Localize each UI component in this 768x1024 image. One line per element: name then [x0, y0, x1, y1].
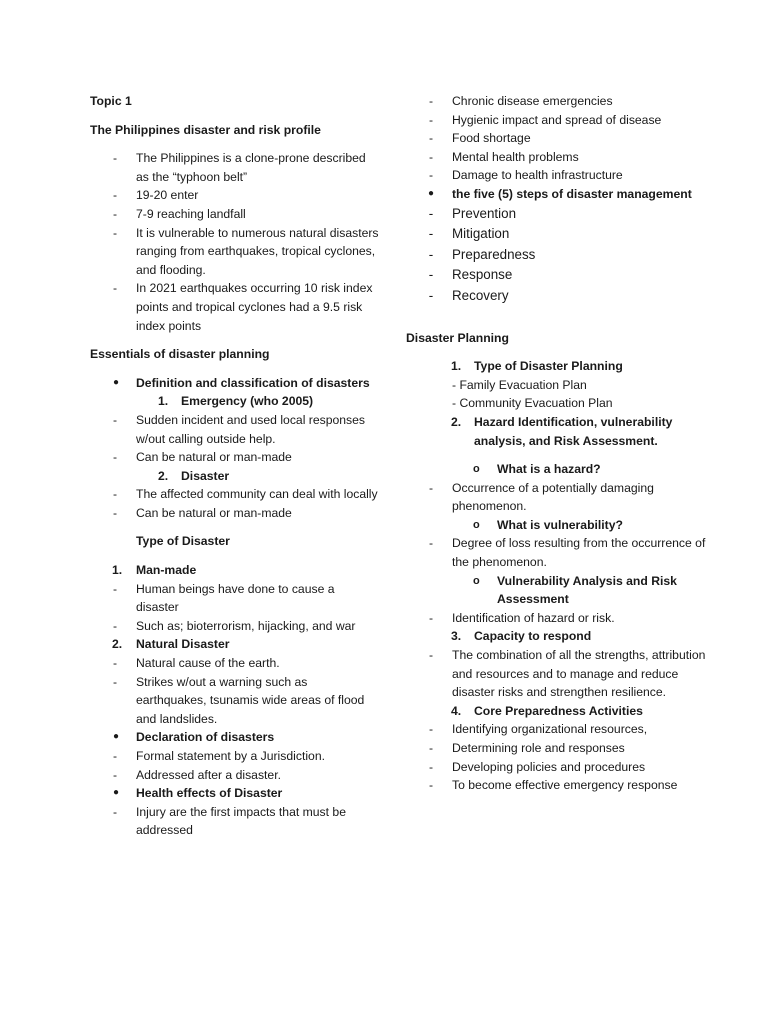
list-item: - Can be natural or man-made — [112, 505, 292, 520]
list-item: - Hygienic impact and spread of disease — [428, 112, 662, 127]
bullet-icon: ● — [113, 376, 120, 388]
bullet-item-definition: ● Definition and classification of disasters — [90, 374, 380, 393]
list-item: - It is vulnerable to numerous natural disasters ranging from earthquakes, tropical cyclones, and flooding. — [112, 225, 379, 277]
left-column — [90, 92, 380, 840]
list-item: - Sudden incident and used local responses w/out calling outside help. — [112, 412, 366, 446]
bullet-icon: ● — [113, 731, 120, 743]
numbered-item-capacity: 3. Capacity to respond — [451, 629, 592, 644]
list-item: - Identification of hazard or risk. — [428, 610, 615, 625]
list-item: - Injury are the first impacts that must be addressed — [112, 804, 346, 838]
list-item: - 7-9 reaching landfall — [112, 206, 246, 221]
bullet-item-five-steps: ● the five (5) steps of disaster management — [406, 185, 706, 204]
numbered-item-core: 4. Core Preparedness Activities — [451, 703, 643, 718]
list-item: - Strikes w/out a warning such as earthquakes, tsunamis wide areas of flood and landslides. — [112, 674, 365, 726]
plan-line: - Family Evacuation Plan — [452, 377, 587, 392]
list-item: - Preparedness — [428, 246, 536, 262]
numbered-item-manmade: 1. Man-made — [112, 563, 197, 578]
list-item: - Human beings have done to cause a disaster — [112, 581, 335, 615]
section-heading-essentials: Essentials of disaster planning — [90, 347, 270, 362]
numbered-item-type-planning: 1. Type of Disaster Planning — [451, 359, 623, 374]
list-item: - Degree of loss resulting from the occurrence of the phenomenon. — [428, 536, 706, 570]
list-item: - Chronic disease emergencies — [428, 94, 613, 108]
list-item: - Addressed after a disaster. — [112, 767, 281, 782]
right-column — [406, 92, 706, 795]
list-item: - 19-20 enter — [112, 188, 199, 203]
list-item: - In 2021 earthquakes occurring 10 risk index points and tropical cyclones had a 9.5 risk index points — [112, 281, 373, 333]
list-item: - Damage to health infrastructure — [428, 168, 623, 183]
plan-line: - Community Evacuation Plan — [452, 396, 613, 411]
list-item: - Mental health problems — [428, 149, 579, 164]
circle-bullet-icon: o — [473, 518, 480, 531]
list-item: - The Philippines is a clone-prone described as the “typhoon belt” — [112, 151, 366, 184]
list-item: - Natural cause of the earth. — [112, 656, 280, 671]
question-vulnerability: o What is vulnerability? — [406, 516, 706, 535]
list-item: - Developing policies and procedures — [428, 759, 646, 774]
section-heading-profile: The Philippines disaster and risk profile — [90, 122, 321, 137]
subheading-type-of-disaster: Type of Disaster — [136, 534, 230, 549]
topic-label: Topic 1 — [90, 94, 132, 108]
question-analysis: o Vulnerability Analysis and Risk Assessment — [473, 573, 677, 607]
circle-bullet-icon: o — [473, 463, 480, 476]
list-item: - Determining role and responses — [428, 741, 625, 755]
bullet-icon: ● — [113, 787, 120, 799]
list-item: - Response — [428, 267, 513, 283]
circle-bullet-icon: o — [473, 574, 480, 587]
list-item: - Recovery — [428, 287, 509, 303]
list-item: - Prevention — [428, 205, 517, 221]
bullet-icon: ● — [428, 187, 435, 199]
list-item: - Food shortage — [428, 131, 531, 146]
numbered-item-emergency: 1. Emergency (who 2005) — [158, 394, 314, 409]
list-item: - The affected community can deal with locally — [112, 487, 378, 502]
list-item: - Mitigation — [428, 226, 510, 242]
list-item: - To become effective emergency response — [428, 778, 678, 793]
list-item: - Identifying organizational resources, — [428, 722, 648, 737]
numbered-item-disaster: 2. Disaster — [158, 468, 230, 483]
question-hazard: o What is a hazard? — [406, 460, 706, 479]
list-item: - Can be natural or man-made — [112, 450, 292, 465]
list-item: - The combination of all the strengths, attribution and resources and to manage and reduce disaster risks and strengthen resilience. — [428, 648, 706, 700]
bullet-item-health: ● Health effects of Disaster — [90, 784, 380, 803]
bullet-item-declaration: ● Declaration of disasters — [90, 728, 380, 747]
list-item: - Occurrence of a potentially damaging phenomenon. — [428, 480, 654, 514]
list-item: - Formal statement by a Jurisdiction. — [112, 749, 325, 763]
numbered-item-hazard: 2. Hazard Identification, vulnerability analysis, and Risk Assessment. — [451, 414, 673, 448]
list-item: - Such as; bioterrorism, hijacking, and war — [112, 618, 356, 633]
section-heading-disaster-planning: Disaster Planning — [406, 330, 509, 345]
numbered-item-natural: 2. Natural Disaster — [112, 637, 230, 652]
